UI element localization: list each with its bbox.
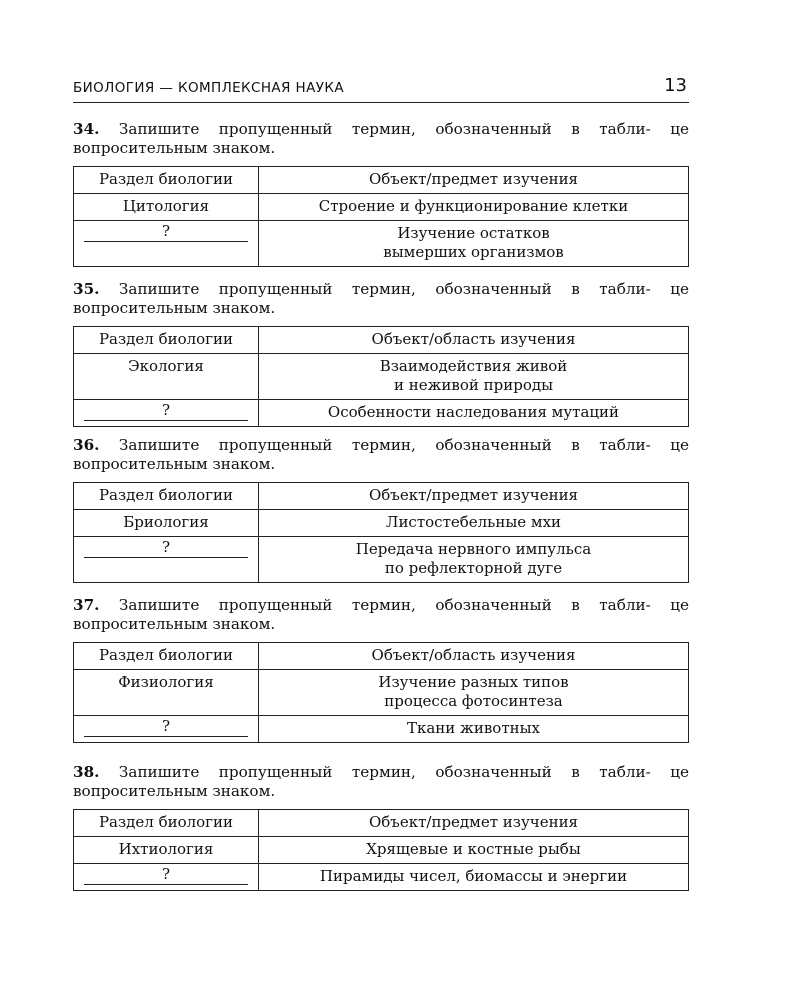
subject-cell: Ткани животных: [259, 716, 689, 743]
task-number: 37.: [73, 596, 100, 614]
subject-cell: Листостебельные мхи: [259, 510, 689, 537]
task-text: Запишите пропущенный термин, обозначенный в табли- це вопросительным знаком.: [73, 596, 689, 633]
subject-cell: Строение и функционирование клетки: [259, 194, 689, 221]
task-34: [73, 120, 689, 267]
task-prompt: [73, 436, 689, 474]
table-row: [74, 400, 689, 427]
task-table: [73, 326, 689, 427]
running-header: [73, 72, 689, 103]
table-row: [74, 354, 689, 400]
subject-line: по рефлекторной дуге: [384, 559, 563, 577]
table-header-row: [74, 810, 689, 837]
answer-line: [84, 736, 248, 737]
column-header: Раздел биологии: [74, 810, 259, 837]
subject-line: Изучение разных типов: [378, 673, 569, 691]
subject-line: вымерших организмов: [383, 243, 564, 261]
running-title: БИОЛОГИЯ — КОМПЛЕКСНАЯ НАУКА: [73, 80, 344, 96]
task-35: [73, 280, 689, 427]
table-header-row: [74, 167, 689, 194]
column-header: Раздел биологии: [74, 327, 259, 354]
answer-blank-cell[interactable]: [74, 537, 259, 583]
table-row: [74, 510, 689, 537]
answer-blank-cell[interactable]: [74, 716, 259, 743]
question-mark: ?: [161, 222, 171, 240]
question-mark: ?: [161, 401, 171, 419]
subject-cell: [259, 670, 689, 716]
task-table: [73, 482, 689, 583]
task-text: Запишите пропущенный термин, обозначенный в табли- це вопросительным знаком.: [73, 436, 689, 473]
table-header-row: [74, 483, 689, 510]
column-header: Объект/область изучения: [259, 643, 689, 670]
subject-line: Изучение остатков: [397, 224, 550, 242]
subject-cell: Особенности наследования мутаций: [259, 400, 689, 427]
answer-blank-cell[interactable]: [74, 400, 259, 427]
table-header-row: [74, 643, 689, 670]
table-row: [74, 221, 689, 267]
task-number: 38.: [73, 763, 100, 781]
subject-line: Передача нервного импульса: [355, 540, 592, 558]
task-prompt: [73, 596, 689, 634]
task-table: [73, 642, 689, 743]
task-text: Запишите пропущенный термин, обозначенный в табли- це вопросительным знаком.: [73, 120, 689, 157]
task-number: 35.: [73, 280, 100, 298]
subject-cell: Пирамиды чисел, биомассы и энергии: [259, 864, 689, 891]
column-header: Раздел биологии: [74, 483, 259, 510]
table-header-row: [74, 327, 689, 354]
branch-cell: Бриология: [74, 510, 259, 537]
subject-cell: [259, 221, 689, 267]
task-table: [73, 166, 689, 267]
task-prompt: [73, 120, 689, 158]
table-row: [74, 194, 689, 221]
column-header: Объект/предмет изучения: [259, 483, 689, 510]
answer-line: [84, 241, 248, 242]
table-row: [74, 716, 689, 743]
table-row: [74, 537, 689, 583]
question-mark: ?: [161, 865, 171, 883]
subject-cell: [259, 537, 689, 583]
answer-line: [84, 420, 248, 421]
task-prompt: [73, 763, 689, 801]
task-prompt: [73, 280, 689, 318]
answer-blank-cell[interactable]: [74, 221, 259, 267]
table-row: [74, 864, 689, 891]
column-header: Объект/предмет изучения: [259, 167, 689, 194]
task-36: [73, 436, 689, 583]
branch-cell: Ихтиология: [74, 837, 259, 864]
task-text: Запишите пропущенный термин, обозначенный в табли- це вопросительным знаком.: [73, 763, 689, 800]
task-number: 36.: [73, 436, 100, 454]
subject-line: Взаимодействия живой: [379, 357, 568, 375]
answer-line: [84, 884, 248, 885]
column-header: Раздел биологии: [74, 643, 259, 670]
branch-cell: Физиология: [74, 670, 259, 716]
task-37: [73, 596, 689, 743]
task-text: Запишите пропущенный термин, обозначенный в табли- це вопросительным знаком.: [73, 280, 689, 317]
subject-cell: [259, 354, 689, 400]
column-header: Раздел биологии: [74, 167, 259, 194]
subject-line: и неживой природы: [393, 376, 554, 394]
answer-blank-cell[interactable]: [74, 864, 259, 891]
subject-line: процесса фотосинтеза: [384, 692, 563, 710]
page-number: 13: [664, 75, 687, 96]
table-row: [74, 837, 689, 864]
task-table: [73, 809, 689, 891]
column-header: Объект/область изучения: [259, 327, 689, 354]
column-header: Объект/предмет изучения: [259, 810, 689, 837]
branch-cell: Цитология: [74, 194, 259, 221]
task-number: 34.: [73, 120, 100, 138]
branch-cell: Экология: [74, 354, 259, 400]
subject-cell: Хрящевые и костные рыбы: [259, 837, 689, 864]
table-row: [74, 670, 689, 716]
question-mark: ?: [161, 538, 171, 556]
task-38: [73, 763, 689, 891]
question-mark: ?: [161, 717, 171, 735]
answer-line: [84, 557, 248, 558]
